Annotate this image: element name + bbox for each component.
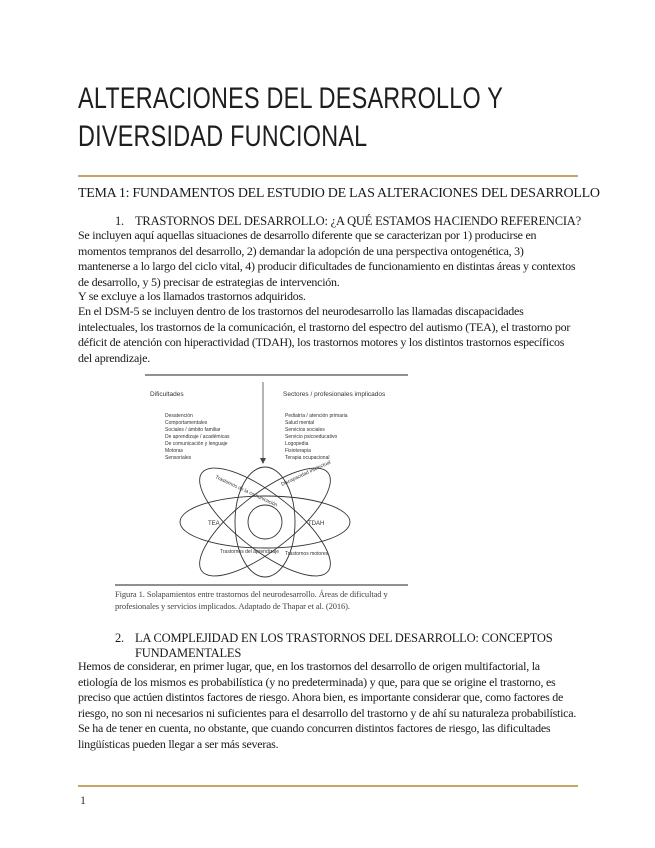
ellipse-center-circle	[248, 505, 282, 539]
figure-right-item: Terapia ocupacional	[285, 455, 330, 461]
section-2-number: 2.	[115, 631, 124, 645]
figure-left-item: Desatención	[165, 413, 193, 419]
paragraph-4: Hemos de considerar, en primer lugar, que, en los trastornos del desarrollo de origen multifactorial, la etiología de los mismos es probabilística (y no predeterminada) y que, para que se origine el trastorno, es preciso que actúen distintos factores de riesgo. Ahora bien, es importante considerar que, como factores de riesgo, no son ni necesarios ni suficientes para el desarrollo del trastorno y de ahí su naturaleza probabilística. Se ha de tener en cuenta, no obstante, que cuando concurren distintos factores de riesgo, las dificultades lingüísticas pueden llegar a ser más severas.	[78, 659, 577, 751]
title-divider	[78, 175, 578, 177]
page-number: 1	[80, 793, 86, 807]
figure-right-item: Pediatría / atención primaria	[285, 413, 348, 419]
figure-right-item: Fisioterapia	[285, 448, 311, 454]
ellipse-label: TEA	[208, 521, 220, 527]
document-title	[78, 80, 504, 156]
figure-right-header: Sectores / profesionales implicados	[283, 391, 386, 398]
title-line-1: ALTERACIONES DEL DESARROLLO Y	[78, 82, 504, 115]
section-2-title-line-2: FUNDAMENTALES	[135, 645, 242, 660]
figure-right-list	[285, 413, 348, 461]
figure-right-item: Logopedia	[285, 441, 309, 447]
footer-divider	[78, 785, 578, 787]
figure-diagram	[115, 370, 415, 590]
title-line-2: DIVERSIDAD FUNCIONAL	[78, 120, 368, 153]
section-2-title-line-1: LA COMPLEJIDAD EN LOS TRASTORNOS DEL DESARROLLO: CONCEPTOS	[135, 631, 553, 645]
ellipse-label: Trastornos del aprendizaje	[220, 549, 280, 555]
section-1-title: TRASTORNOS DEL DESARROLLO: ¿A QUÉ ESTAMOS HACIENDO REFERENCIA?	[135, 214, 581, 228]
figure-right-item: Servicios sociales	[285, 427, 325, 433]
paragraph-2: Y se excluye a los llamados trastornos adquiridos.	[78, 289, 306, 303]
paragraph-3: En el DSM-5 se incluyen dentro de los trastornos del neurodesarrollo las llamadas discapacidades intelectuales, los trastornos de la comunicación, el trastorno del espectro del autismo (TEA), el trastorno por déficit de atención con hiperactividad (TDAH), los trastornos motores y los distintos trastornos específicos del aprendizaje.	[78, 304, 571, 365]
ellipse-label: Trastornos de la comunicación	[214, 474, 279, 509]
figure-left-list	[165, 413, 230, 461]
ellipse-horizontal	[180, 496, 350, 548]
figure-neurodevelopment-overlap	[115, 370, 415, 610]
figure-caption: Figura 1. Solapamientos entre trastornos del neurodesarrollo. Áreas de dificultad y profesionales y servicios implicados. Adaptado de Thapar et al. (2016).	[115, 589, 388, 611]
paragraph-1: Se incluyen aquí aquellas situaciones de desarrollo diferente que se caracterizan por 1) producirse en momentos tempranos del desarrollo, 2) demandar la adopción de una perspectiva ontogenética, 3) mantenerse a lo largo del ciclo vital, 4) producir dificultades de funcionamiento en distintas áreas y contextos de desarrollo, y 5) precisar de estrategias de intervención.	[78, 228, 576, 289]
figure-ellipses	[180, 451, 350, 590]
figure-left-item: Comportamentales	[165, 420, 208, 426]
ellipse-label: Trastornos motores	[285, 551, 329, 557]
tema-heading: TEMA 1: FUNDAMENTOS DEL ESTUDIO DE LAS ALTERACIONES DEL DESARROLLO	[78, 186, 600, 201]
figure-left-item: Motoras	[165, 448, 184, 454]
figure-left-item: Sensoriales	[165, 455, 192, 461]
ellipse-label: TDAH	[308, 521, 325, 527]
section-1-number: 1.	[115, 214, 124, 228]
figure-left-item: Sociales / ámbito familiar	[165, 427, 221, 433]
figure-right-item: Servicio psicoeducativo	[285, 434, 338, 440]
figure-arrow-head	[260, 458, 266, 464]
figure-left-item: De comunicación y lenguaje	[165, 441, 228, 447]
figure-left-item: De aprendizaje / académicas	[165, 434, 230, 440]
figure-left-header: Dificultades	[150, 391, 184, 398]
figure-right-item: Salud mental	[285, 420, 315, 426]
ellipse-label: Discapacidad intelectual	[280, 459, 332, 488]
